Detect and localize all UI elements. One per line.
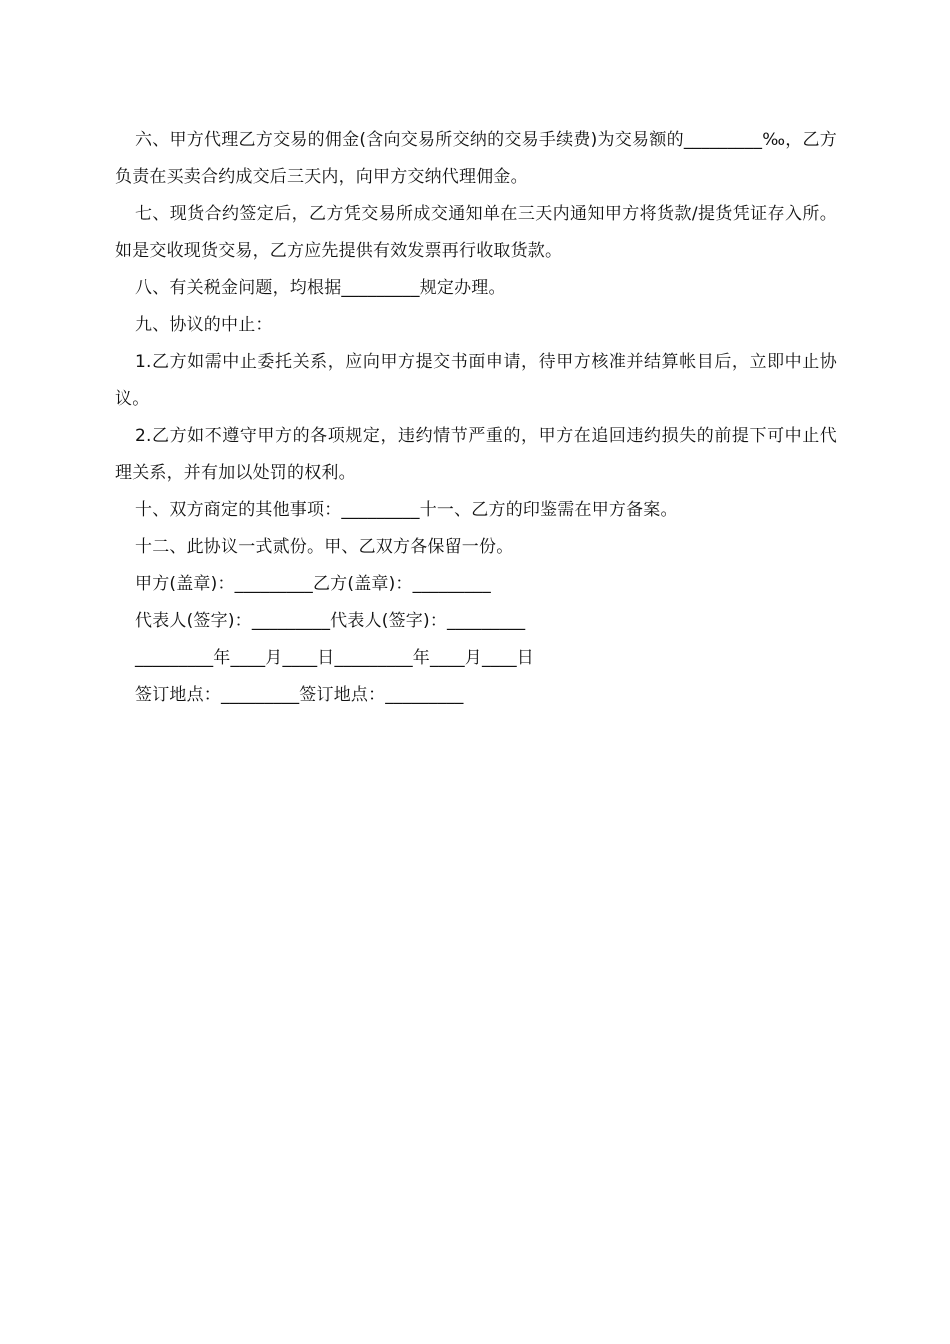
clause-7: 七、现货合约签定后，乙方凭交易所成交通知单在三天内通知甲方将货款/提货凭证存入所。如是交收现货交易，乙方应先提供有效发票再行收取货款。 <box>115 204 837 261</box>
clause-10-11: 十、双方商定的其他事项：_________十一、乙方的印鉴需在甲方备案。 <box>135 500 678 520</box>
clause-12: 十二、此协议一式贰份。甲、乙双方各保留一份。 <box>135 537 514 557</box>
clause-9-item-1: 1.乙方如需中止委托关系，应向甲方提交书面申请，待甲方核准并结算帐目后，立即中止协议。 <box>115 352 837 409</box>
document-body <box>115 122 837 714</box>
date-line: _________年____月____日_________年____月____日 <box>135 648 534 668</box>
clause-9-heading: 九、协议的中止： <box>135 315 273 335</box>
representative-line: 代表人(签字)：_________代表人(签字)：_________ <box>135 611 526 631</box>
clause-8: 八、有关税金问题，均根据_________规定办理。 <box>135 278 506 298</box>
location-line: 签订地点：_________签订地点：_________ <box>135 685 464 705</box>
clause-6: 六、甲方代理乙方交易的佣金(含向交易所交纳的交易手续费)为交易额的_________‰，乙方负责在买卖合约成交后三天内，向甲方交纳代理佣金。 <box>115 130 837 187</box>
clause-9-item-2: 2.乙方如不遵守甲方的各项规定，违约情节严重的，甲方在追回违约损失的前提下可中止代理关系，并有加以处罚的权利。 <box>115 426 837 483</box>
seal-line: 甲方(盖章)：_________乙方(盖章)：_________ <box>135 574 491 594</box>
